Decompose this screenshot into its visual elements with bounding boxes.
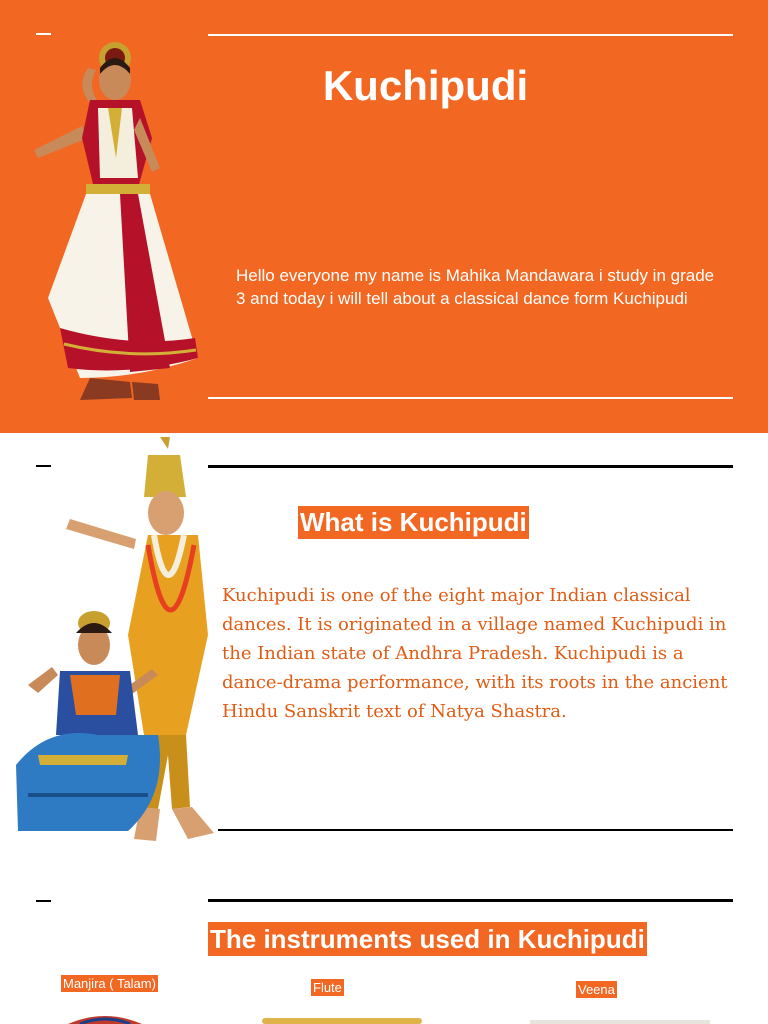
section-heading: What is Kuchipudi (300, 507, 527, 537)
top-rule (208, 34, 733, 36)
intro-text: Hello everyone my name is Mahika Mandawara i study in grade 3 and today i will tell about a classical dance form Kuchipudi (236, 266, 715, 308)
section-heading: The instruments used in Kuchipudi (210, 924, 645, 954)
slide-what-is (0, 433, 768, 878)
dancers-illustration (8, 435, 223, 847)
top-rule (208, 899, 733, 902)
instrument-label-flute: Flute (313, 980, 342, 995)
top-rule (208, 465, 733, 468)
manjira-image (40, 1010, 170, 1024)
bottom-rule (218, 829, 733, 831)
slide-marker (36, 33, 51, 35)
slide-marker (36, 900, 51, 902)
instrument-label-veena: Veena (578, 982, 615, 997)
instrument-label-manjira: Manjira ( Talam) (63, 976, 156, 991)
veena-image (520, 1010, 720, 1024)
slide-title (0, 0, 768, 433)
page-title: Kuchipudi (322, 62, 529, 109)
description-text: Kuchipudi is one of the eight major Indian classical dances. It is originated in a village named Kuchipudi in the Indian state of Andhra Pradesh. Kuchipudi is a dance-drama performance, with its roots in the ancient Hindu Sanskrit text of Natya Shastra. (222, 585, 728, 722)
flute-image (250, 1010, 430, 1024)
dancer-illustration (20, 38, 205, 410)
slide-instruments (0, 878, 768, 1024)
bottom-rule (208, 397, 733, 399)
